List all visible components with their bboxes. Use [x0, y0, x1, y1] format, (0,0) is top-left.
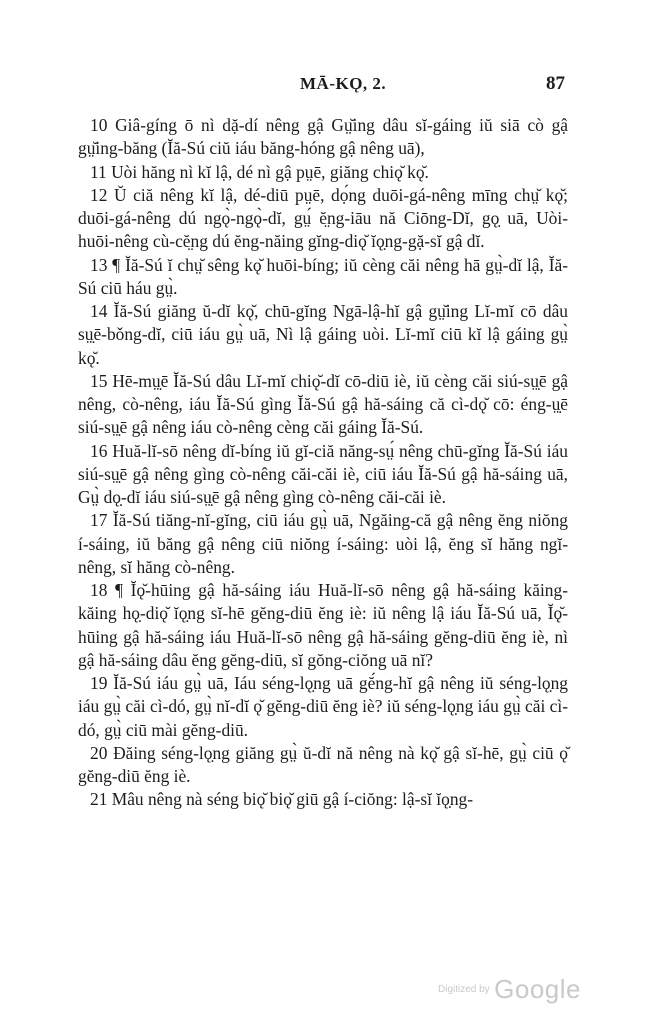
verse-13: 13 ¶ Ĭă-Sú ĭ chṳ̆ sêng kǫ̆ huōi-bíng; iŭ cèng căi nêng hā gṳ̀-dĭ lậ, Ĭă-Sú ciū háu gṳ̀. [78, 254, 568, 298]
verse-14: 14 Ĭă-Sú giăng ŭ-dĭ kǫ̆, chū-gĭng Ngā-lậ-hĭ gậ gṳ̆ing Lĭ-mĭ cō dâu sṳ̣ē-bǒng-dĭ, ciū iáu gṳ̀ uā, Nì lậ gáing uòi. Lĭ-mĭ ciū kĭ lậ gáing gṳ̀ kǫ̆. [78, 301, 568, 368]
verse-18: 18 ¶ Ĭǫ̆-hūing gậ hă-sáing iáu Huă-lĭ-sō nêng gậ hă-sáing kăing-kăing hǫ̣-diǫ̆ ĭǫ̣ng sĭ-hē gĕng-diū ĕng iè: iŭ nêng lậ iáu Ĭă-Sú uā, Ĭǫ̆-hūing gậ hă-sáing iáu Huă-lĭ-sō nêng gậ hă-sáing gĕng-diū ĕng iè, nì gậ hă-sáing dâu ĕng gĕng-diū, sĭ gŏng-ciŏng uā nĭ? [78, 580, 568, 670]
scripture-text [78, 114, 568, 812]
verse-19: 19 Ĭă-Sú iáu gṳ̀ uā, Iáu séng-lǫ̣ng uā gĕ́ng-hĭ gậ nêng iŭ séng-lǫ̣ng iáu gṳ̀ căi cì-dó, gṳ̀ nĭ-dĭ ǫ̆ gĕng-diū ĕng iè? iŭ séng-lǫ̣ng iáu gṳ̀ căi cì-dó, gṳ̀ ciū mài gĕng-diū. [78, 673, 568, 740]
watermark-prefix: Digitized by [438, 984, 490, 995]
verse-20: 20 Đăing séng-lǫ̣ng giăng gṳ̀ ŭ-dĭ nă nêng nà kǫ̆ gậ sĭ-hē, gṳ̀ ciū ǫ̆ gĕng-diū ĕng iè. [78, 742, 568, 786]
running-head: MĀ-KǪ, 2. [300, 74, 387, 93]
verse-11: 11 Uòi hăng nì kĭ lậ, dé nì gậ pṳē, giăng chiǫ̆ kǫ̆. [90, 161, 429, 182]
verse-17: 17 Ĭă-Sú tiăng-nĭ-gĭng, ciū iáu gṳ̀ uā, Ngăing-că gậ nêng ĕng niŏng í-sáing, iŭ băng gậ nêng ciū niŏng í-sáing: uòi lậ, ĕng sĭ hăng ngĭ-nêng, sĭ hăng cò-nêng. [78, 510, 568, 577]
verse-15: 15 Hē-mṳ̣ē Ĭă-Sú dâu Lĭ-mĭ chiǫ̆-dĭ cō-diū iè, iŭ cèng căi siú-sṳ̣ē gậ nêng, cò-nêng, iáu Ĭă-Sú gìng Ĭă-Sú gậ hă-sáing că cì-dǫ̆ cō: éng-ṳ̣ē siú-sṳ̣ē gậ nêng iáu cò-nêng cèng căi gáing Ĭă-Sú. [78, 370, 568, 438]
verse-16: 16 Huă-lĭ-sō nêng dĭ-bíng iŭ gĭ-ciă năng-sṳ́ nêng chū-gĭng Ĭă-Sú iáu siú-sṳ̣ē gậ nêng gìng cò-nêng căi-căi iè, ciū iáu Ĭă-Sú gậ hă-sáing uā, Gṳ̀ dǫ̣-dĭ iáu siú-sṳ̣ē gậ nêng gìng cò-nêng căi-căi iè. [78, 440, 568, 507]
verse-10: 10 Giâ-gíng ō nì dặ-dí nêng gậ Gṳ̆ing dâu sĭ-gáing iŭ siā cò gậ gṳ̆ing-băng (Ĭă-Sú ciŭ iáu băng-hóng gậ nêng uā), [78, 115, 568, 159]
page-number: 87 [546, 73, 565, 94]
verse-12: 12 Ŭ ciă nêng kĭ lậ, dé-diū pṳē, dọ́ng duōi-gá-nêng mīng chṳ̆ kǫ̆; duōi-gá-nêng dú ngǫ̀-ngǫ̀-dĭ, gṳ́ ĕ̤ng-iāu nă Ciōng-Dĭ, gǫ̣ uā, Uòi-huōi-nêng cù-cĕ̤ng dú ĕng-năing gĭng-diǫ̆ ĭǫ̣ng-gặ-sĭ gậ dĭ. [78, 184, 568, 252]
digitized-by-google-watermark [438, 974, 581, 1004]
google-logo: Google [494, 974, 581, 1004]
verse-21: 21 Mâu nêng nà séng biǫ̆ biǫ̆ giū gậ í-ciŏng: lậ-sĭ ĭǫ̣ng- [90, 789, 474, 810]
page-header [0, 74, 654, 102]
